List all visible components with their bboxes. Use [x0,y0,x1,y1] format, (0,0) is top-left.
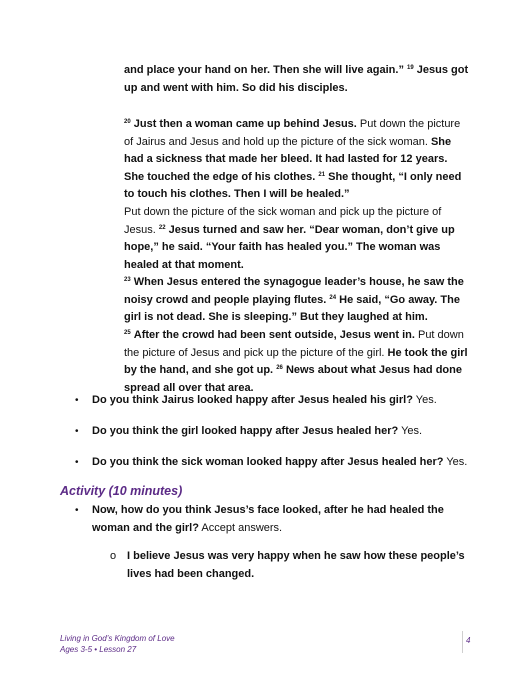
sub-answer-text: I believe Jesus was very happy when he saw how these people’s lives had been changed. [127,550,465,580]
bullet-icon: • [75,457,79,468]
scripture-text: Just then a woman came up behind Jesus. [133,118,357,130]
activity-heading: Activity (10 minutes) [60,484,183,498]
footer-lesson: Ages 3-5 • Lesson 27 [60,645,137,654]
page-number: 4 [466,636,471,645]
answer-text: Yes. [398,425,423,437]
answer-text: Yes. [443,456,468,468]
scripture-text: She thought, “I only need to touch his clothes. Then I will be healed.” [124,170,462,200]
verse-number: 24 [329,294,337,301]
bullet-icon: • [75,426,79,437]
instruction-text: Put down the picture of Jesus and pick up the picture of the girl. [124,329,464,359]
bullet-icon: • [75,395,79,406]
question-item [92,454,472,472]
verse-number: 19 [407,65,414,71]
footer-text [60,633,175,655]
scripture-paragraph-5 [124,327,469,397]
scripture-text: News about what Jesus had done spread all over that area. [124,364,462,394]
verse-number: 21 [318,171,326,178]
verse-number: 25 [124,330,131,336]
scripture-text: When Jesus entered the synagogue leader’s house, he saw the noisy crowd and people playing flutes. [124,276,464,306]
activity-sub-answer [127,548,472,583]
activity-question [92,502,472,537]
footer-title: Living in God’s Kingdom of Love [60,634,175,643]
scripture-text: She had a sickness that made her bleed. It had lasted for 12 years. She touched the edge of his clothes. [124,135,452,183]
question-item [92,392,472,410]
question-item [92,423,472,441]
instruction-text: Put down the picture of the sick woman and pick up the picture of Jesus. [124,206,442,236]
question-text: Do you think the sick woman looked happy after Jesus healed her? [92,456,444,468]
scripture-paragraph-1 [124,62,469,97]
question-text: Do you think the girl looked happy after Jesus healed her? [92,425,399,437]
verse-number: 26 [276,365,283,371]
scripture-text: After the crowd had been sent outside, Jesus went in. [133,329,415,341]
sub-bullet-icon: o [110,550,117,562]
scripture-text: He said, “Go away. The girl is not dead. She is sleeping.” But they laughed at him. [124,293,460,323]
scripture-text: Jesus got up and went with him. So did his disciples. [124,64,469,94]
answer-text: Accept answers. [198,521,283,534]
answer-text: Yes. [412,394,437,406]
verse-number: 20 [124,119,131,125]
scripture-text: Jesus turned and saw her. “Dear woman, don’t give up hope,” he said. “Your faith has healed you.” The woman was healed at that moment. [124,223,455,271]
scripture-paragraph-2 [124,116,469,204]
scripture-paragraph-4 [124,274,469,327]
scripture-paragraph-3 [124,204,469,274]
scripture-text: and place your hand on her. Then she will live again.” [124,64,404,76]
question-text: Do you think Jairus looked happy after Jesus healed his girl? [92,394,413,406]
footer-divider [462,631,463,653]
verse-number: 23 [124,277,131,283]
question-text: Now, how do you think Jesus’s face looked, after he had healed the woman and the girl? [92,504,444,534]
scripture-text: He took the girl by the hand, and she got up. [124,346,468,376]
instruction-text: Put down the picture of Jairus and Jesus and hold up the picture of the sick woman. [124,118,461,148]
bullet-icon: • [75,505,79,516]
verse-number: 22 [158,224,166,231]
